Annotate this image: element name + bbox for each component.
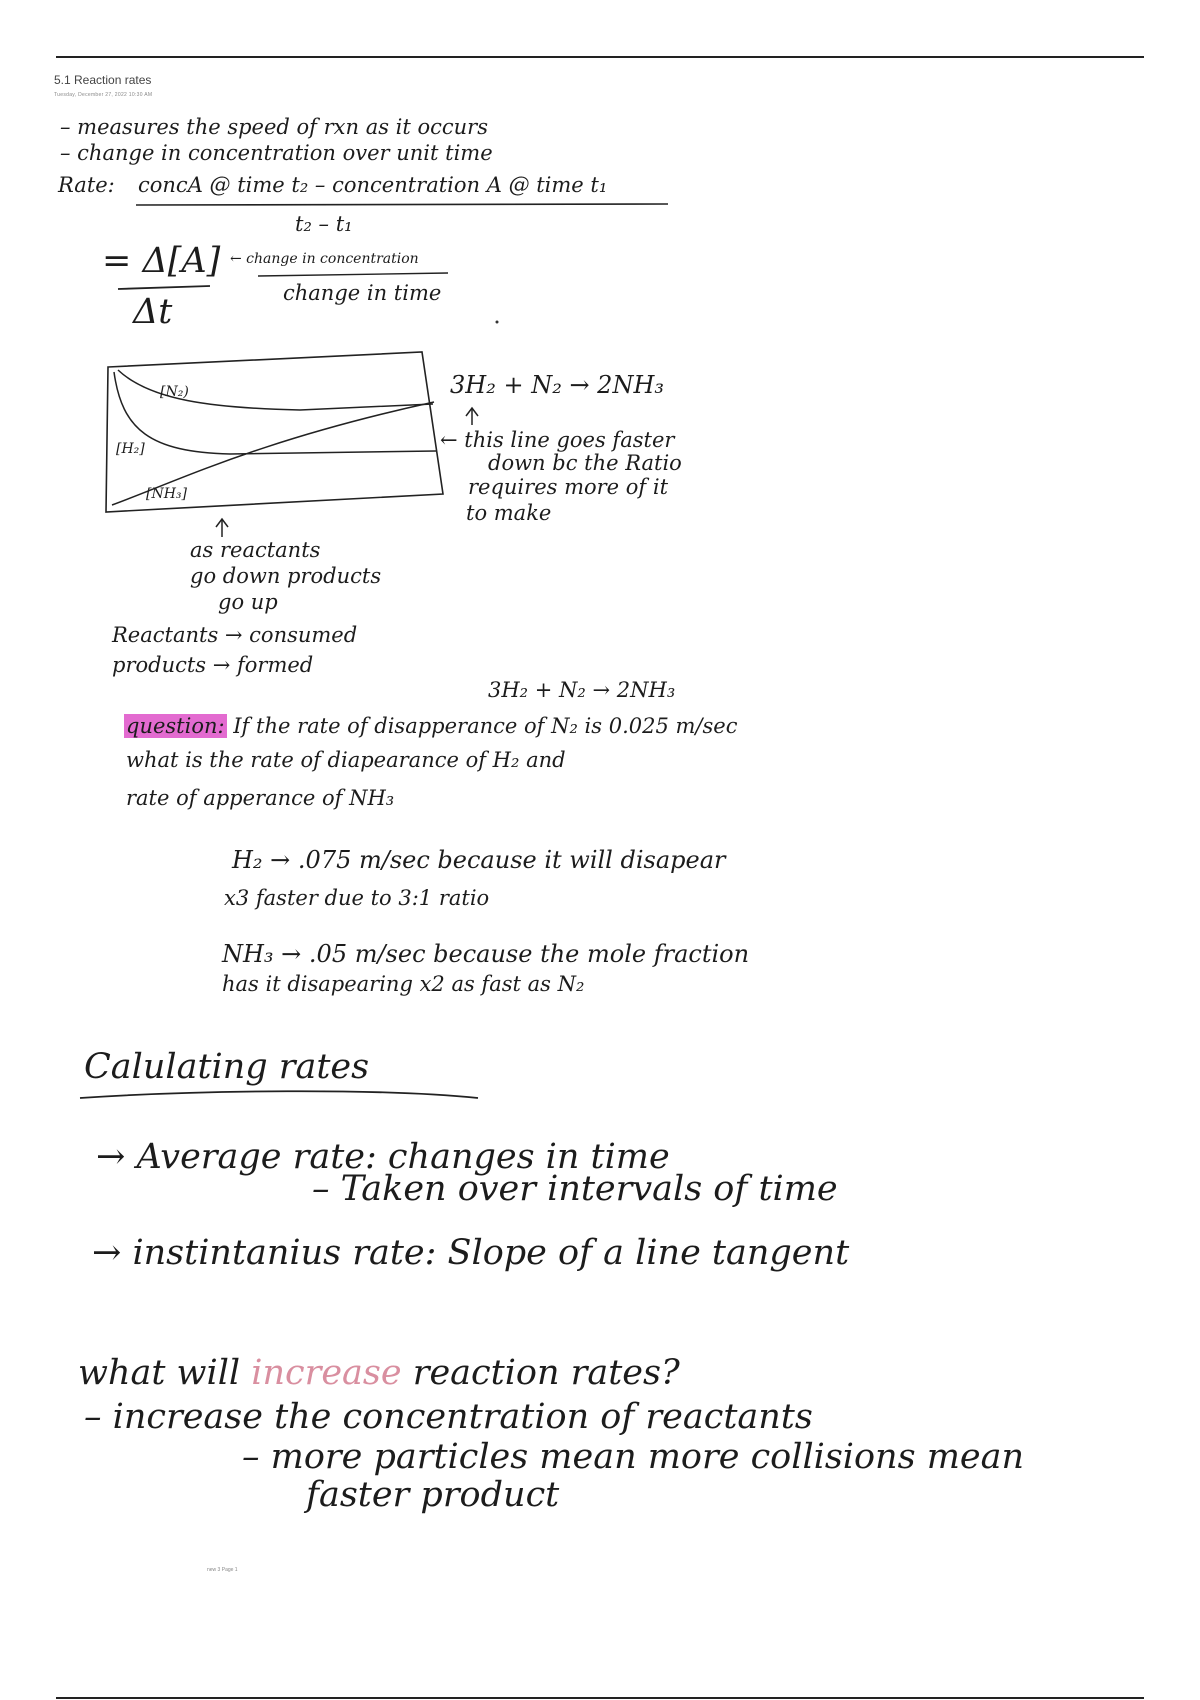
rate-numerator: concA @ time t₂ – concentration A @ time t₁ [138,173,608,197]
question-equation: 3H₂ + N₂ → 2NH₃ [488,678,676,702]
question-line-2: what is the rate of diapearance of H₂ and [126,748,566,772]
graph-label-n2: [N₂) [160,384,189,400]
answer-nh3-line-1: NH₃ → .05 m/sec because the mole fraction [222,940,750,968]
rate-label: Rate: [58,173,115,197]
graph-label-h2: [H₂] [116,441,145,457]
average-rate-line-2: – Taken over intervals of time [312,1169,838,1209]
delta-denominator: Δt [133,292,173,332]
page-date: Tuesday, December 27, 2022 10:30 AM [54,92,153,98]
graph-note-4: to make [466,501,552,525]
rate-fraction-bar [136,204,668,205]
page-title: 5.1 Reaction rates [54,73,152,87]
graph-caption-2: go down products [190,564,382,588]
delta-note-top: ← change in concentration [230,251,419,267]
increase-question-a: what will [78,1353,241,1393]
question-text-1: If the rate of disapperance of N₂ is 0.025 m/sec [233,714,738,738]
graph-note-3: requires more of it [468,475,669,499]
delta-numerator: = Δ[A] [102,241,221,281]
increase-question [78,1353,680,1393]
note-line-1: – measures the speed of rxn as it occurs [60,115,488,139]
note-line-2: – change in concentration over unit time [60,141,493,165]
delta-note-bottom: change in time [283,281,442,305]
average-rate-line-1: → Average rate: changes in time [96,1137,670,1177]
calculating-heading: Calulating rates [84,1047,370,1087]
increase-line-3: – more particles mean more collisions mean [242,1437,1024,1477]
increase-line-2: – increase the concentration of reactants [84,1397,813,1437]
summary-products: products → formed [112,653,314,677]
delta-note-underline [258,273,448,276]
instantaneous-rate: → instintanius rate: Slope of a line tangent [92,1233,850,1273]
answer-nh3-line-2: has it disapearing x2 as fast as N₂ [222,972,585,996]
graph-caption-3: go up [218,590,278,614]
increase-question-b: increase [251,1353,402,1393]
graph-caption-1: as reactants [190,538,321,562]
answer-h2-line-2: x3 faster due to 3:1 ratio [224,886,490,910]
bottom-rule [56,1697,1144,1699]
graph-note-1: ← this line goes faster [440,428,675,452]
summary-reactants: Reactants → consumed [112,623,358,647]
graph-label-nh3: [NH₃] [146,486,187,502]
graph-note-2: down bc the Ratio [488,451,682,475]
question-line-1 [124,716,737,737]
rate-denominator: t₂ – t₁ [295,212,353,236]
question-tag: question: [126,714,225,738]
delta-fraction-bar [118,286,210,289]
question-line-3: rate of apperance of NH₃ [126,786,395,810]
increase-line-4: faster product [306,1475,560,1515]
heading-underline [80,1091,478,1098]
answer-h2-line-1: H₂ → .075 m/sec because it will disapear [232,846,726,874]
increase-question-c: reaction rates? [412,1353,680,1393]
graph-equation: 3H₂ + N₂ → 2NH₃ [450,371,664,399]
page-footer: new 3 Page 1 [207,1567,238,1573]
stray-dot [496,321,499,324]
